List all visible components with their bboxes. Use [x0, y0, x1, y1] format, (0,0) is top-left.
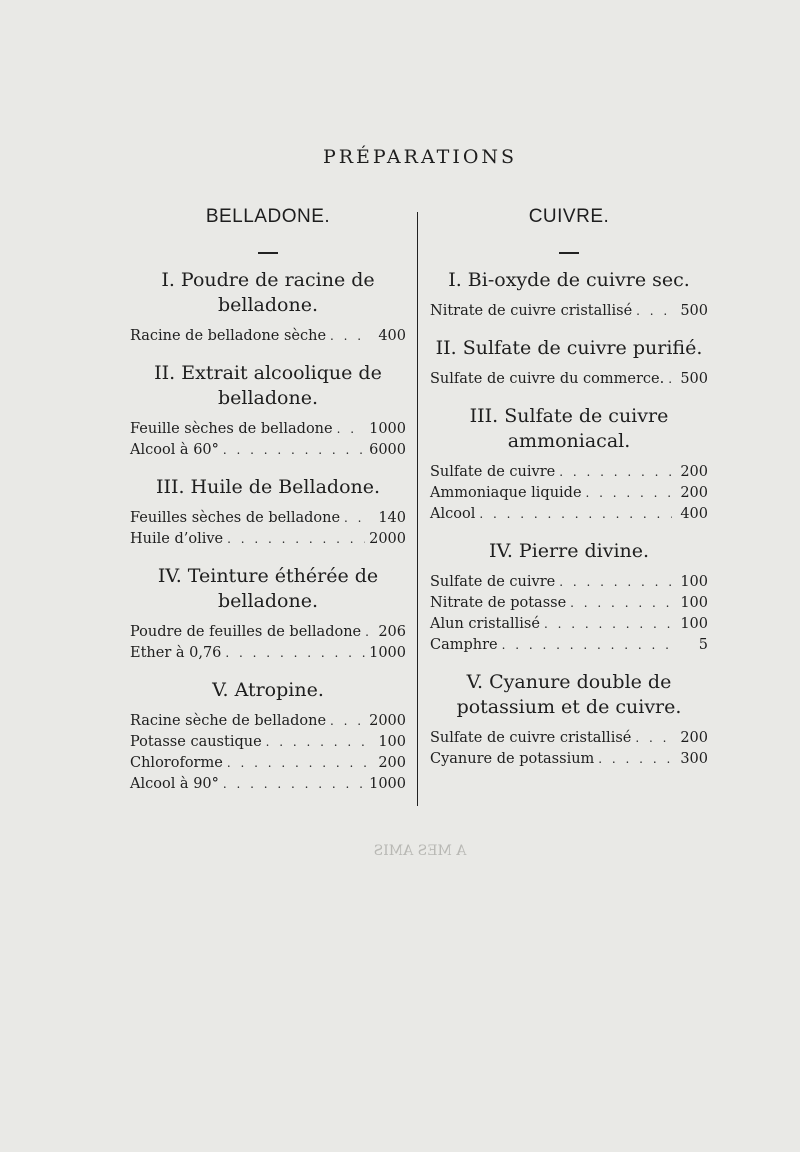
ingredient-row: [130, 774, 406, 795]
ingredient-list: [130, 419, 406, 461]
dot-leader: [344, 508, 370, 529]
ingredient-row: [430, 635, 708, 656]
recipe-section: [130, 564, 406, 664]
ingredient-list: [430, 369, 708, 390]
ingredient-row: [430, 462, 708, 483]
recipe-section: [430, 336, 708, 390]
ingredient-name: Racine sèche de belladone: [130, 713, 327, 729]
ingredient-quantity: 200: [680, 730, 708, 746]
dot-leader: [479, 504, 672, 525]
belladone-column: [130, 206, 406, 795]
ingredient-row: [430, 504, 708, 525]
dot-leader: [330, 326, 370, 347]
ingredient-name: Sulfate de cuivre cristallisé: [430, 730, 632, 746]
belladone-sections: [130, 268, 406, 795]
recipe-title: V. Atropine.: [212, 679, 324, 701]
ingredient-name: Huile d’olive: [130, 531, 224, 547]
dot-leader: [570, 593, 672, 614]
ingredient-list: [130, 622, 406, 664]
dot-leader: [227, 529, 365, 550]
recipe-section: [130, 268, 406, 347]
ingredient-list: [430, 572, 708, 656]
recipe-section: [130, 678, 406, 795]
heading-dash: [559, 252, 579, 254]
ingredient-row: [430, 614, 708, 635]
ingredient-row: [430, 728, 708, 749]
ingredient-quantity: 500: [680, 303, 708, 319]
dot-leader: [635, 728, 672, 749]
ingredient-row: [430, 483, 708, 504]
recipe-title: I. Poudre de racine de belladone.: [161, 269, 375, 316]
recipe-title: V. Cyanure double de potassium et de cuivre.: [456, 671, 682, 718]
recipe-title: III. Huile de Belladone.: [155, 476, 381, 498]
ingredient-quantity: 200: [680, 485, 708, 501]
recipe-title: II. Extrait alcoolique de belladone.: [154, 362, 382, 409]
ingredient-quantity: 2000: [369, 713, 406, 729]
ingredient-name: Alcool: [430, 506, 476, 522]
ingredient-name: Nitrate de potasse: [430, 595, 567, 611]
page-title: PRÉPARATIONS: [322, 146, 518, 168]
ingredient-quantity: 100: [680, 616, 708, 632]
dot-leader: [337, 419, 366, 440]
recipe-section: [430, 670, 708, 770]
heading-dash: [258, 252, 278, 254]
ingredient-quantity: 5: [698, 637, 708, 653]
ingredient-quantity: 400: [680, 506, 708, 522]
ingredient-name: Chloroforme: [130, 755, 223, 771]
ingredient-list: [430, 462, 708, 525]
dot-leader: [266, 732, 370, 753]
ingredient-list: [430, 301, 708, 322]
ingredient-quantity: 100: [378, 734, 406, 750]
ingredient-row: [130, 622, 406, 643]
ingredient-name: Alun cristallisé: [430, 616, 540, 632]
ingredient-row: [130, 529, 406, 550]
recipe-section: [130, 361, 406, 461]
ingredient-quantity: 1000: [369, 776, 406, 792]
ingredient-list: [130, 326, 406, 347]
ingredient-name: Sulfate de cuivre: [430, 574, 556, 590]
dot-leader: [330, 711, 365, 732]
ingredient-row: [430, 572, 708, 593]
dot-leader: [502, 635, 672, 656]
column-divider: [417, 212, 418, 806]
ingredient-quantity: 1000: [369, 645, 406, 661]
dot-leader: [225, 643, 365, 664]
ingredient-quantity: 2000: [369, 531, 406, 547]
dot-leader: [227, 753, 370, 774]
ingredient-quantity: 200: [680, 464, 708, 480]
ingredient-name: Feuille sèches de belladone: [130, 421, 333, 437]
ingredient-quantity: 6000: [369, 442, 406, 458]
recipe-title: III. Sulfate de cuivre ammoniacal.: [469, 405, 669, 452]
ingredient-quantity: 300: [680, 751, 708, 767]
ingredient-list: [430, 728, 708, 770]
dot-leader: [668, 369, 672, 390]
bleed-through-text: A MES AMIS: [373, 843, 467, 859]
ingredient-name: Feuilles sèches de belladone: [130, 510, 341, 526]
ingredient-row: [130, 643, 406, 664]
ingredient-row: [130, 732, 406, 753]
recipe-section: [430, 539, 708, 656]
ingredient-quantity: 200: [378, 755, 406, 771]
dot-leader: [559, 462, 672, 483]
ingredient-quantity: 100: [680, 574, 708, 590]
ingredient-name: Sulfate de cuivre: [430, 464, 556, 480]
ingredient-name: Ether à 0,76: [130, 645, 222, 661]
ingredient-name: Nitrate de cuivre cristallisé: [430, 303, 633, 319]
dot-leader: [559, 572, 672, 593]
ingredient-name: Racine de belladone sèche: [130, 328, 327, 344]
ingredient-quantity: 206: [378, 624, 406, 640]
ingredient-name: Poudre de feuilles de belladone: [130, 624, 362, 640]
ingredient-quantity: 500: [680, 371, 708, 387]
ingredient-name: Camphre: [430, 637, 498, 653]
ingredient-row: [130, 508, 406, 529]
ingredient-row: [130, 326, 406, 347]
ingredient-row: [430, 749, 708, 770]
ingredient-name: Ammoniaque liquide: [430, 485, 582, 501]
cuivre-sections: [430, 268, 708, 770]
ingredient-name: Cyanure de potassium: [430, 751, 595, 767]
ingredient-name: Alcool à 60°: [130, 442, 219, 458]
ingredient-row: [430, 593, 708, 614]
recipe-section: [130, 475, 406, 550]
ingredient-row: [130, 419, 406, 440]
dot-leader: [636, 301, 672, 322]
dot-leader: [586, 483, 672, 504]
ingredient-row: [130, 711, 406, 732]
ingredient-quantity: 400: [378, 328, 406, 344]
recipe-title: IV. Teinture éthérée de belladone.: [157, 565, 379, 612]
cuivre-heading: CUIVRE.: [528, 206, 610, 227]
ingredient-name: Potasse caustique: [130, 734, 262, 750]
recipe-title: I. Bi-oxyde de cuivre sec.: [448, 269, 690, 291]
dot-leader: [223, 440, 365, 461]
dot-leader: [598, 749, 672, 770]
ingredient-row: [430, 369, 708, 390]
recipe-section: [430, 404, 708, 525]
recipe-section: [430, 268, 708, 322]
belladone-heading: BELLADONE.: [205, 206, 331, 227]
ingredient-row: [430, 301, 708, 322]
recipe-title: II. Sulfate de cuivre purifié.: [435, 337, 703, 359]
ingredient-quantity: 100: [680, 595, 708, 611]
dot-leader: [365, 622, 370, 643]
dot-leader: [544, 614, 672, 635]
ingredient-list: [130, 711, 406, 795]
ingredient-row: [130, 440, 406, 461]
ingredient-name: Alcool à 90°: [130, 776, 219, 792]
dot-leader: [223, 774, 365, 795]
recipe-title: IV. Pierre divine.: [488, 540, 650, 562]
ingredient-name: Sulfate de cuivre du commerce.: [430, 371, 665, 387]
ingredient-list: [130, 508, 406, 550]
ingredient-quantity: 140: [378, 510, 406, 526]
ingredient-row: [130, 753, 406, 774]
ingredient-quantity: 1000: [369, 421, 406, 437]
cuivre-column: [430, 206, 708, 770]
